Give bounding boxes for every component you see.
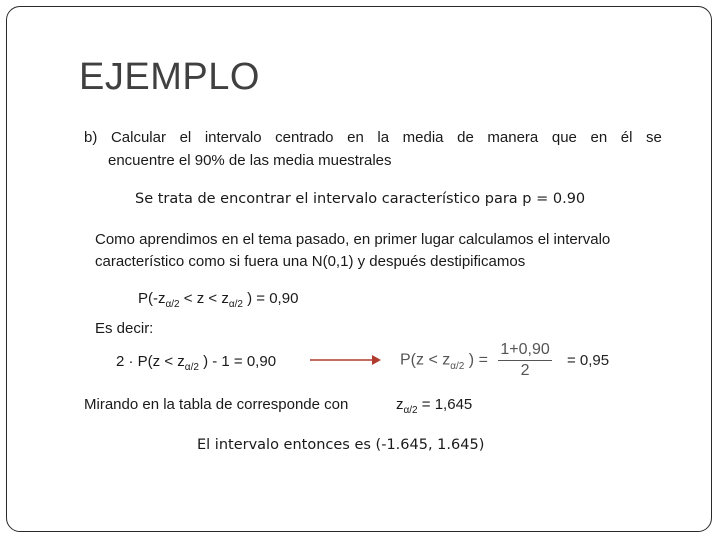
eq-part: z	[396, 396, 404, 413]
formula-result: = 0,95	[567, 352, 610, 369]
slide-title: EJEMPLO	[79, 56, 260, 98]
part-b-line1	[84, 126, 662, 149]
formula-lhs: P(z < z	[400, 351, 451, 369]
eq-part: 2 · P(z < z	[116, 353, 185, 370]
word: él	[620, 129, 633, 146]
conclusion-text: El intervalo entonces es (-1.645, 1.645)	[197, 437, 485, 453]
eq-part: P(-z	[138, 290, 166, 307]
word: media	[402, 129, 444, 146]
right-arrow-icon	[310, 352, 382, 368]
eq-part: = 1,645	[417, 396, 473, 413]
word: intervalo	[204, 129, 262, 146]
subscript: α/2	[165, 299, 180, 310]
word: se	[646, 129, 662, 146]
mirando-text: Mirando en la tabla de corresponde con	[84, 396, 349, 413]
word: de	[457, 129, 474, 146]
subscript: α/2	[403, 405, 418, 416]
part-b-label: b)	[84, 129, 98, 146]
trata-text: Se trata de encontrar el intervalo característico para p = 0.90	[135, 191, 586, 207]
fraction-formula	[400, 340, 552, 381]
part-b-line2: encuentre el 90% de las media muestrales	[108, 152, 392, 169]
eq-part: ) - 1 = 0,90	[198, 353, 277, 370]
equation-two	[116, 353, 277, 373]
eq-part: ) = 0,90	[242, 290, 299, 307]
fraction-denominator: 2	[520, 362, 530, 379]
subscript: α/2	[450, 360, 465, 372]
es-decir-label: Es decir:	[95, 320, 154, 337]
subscript: α/2	[228, 299, 243, 310]
word: el	[179, 129, 192, 146]
z-value	[396, 396, 473, 416]
probability-equation	[138, 290, 299, 310]
eq-part: < z < z	[179, 290, 229, 307]
word: centrado	[275, 129, 334, 146]
fraction-numerator: 1+0,90	[498, 340, 551, 361]
part-b-statement	[84, 126, 662, 172]
aprendimos-line2: característico como si fuera una N(0,1) y después destipificamos	[95, 253, 526, 270]
word: Calcular	[110, 129, 166, 146]
aprendimos-line1: Como aprendimos en el tema pasado, en primer lugar calculamos el intervalo	[95, 231, 611, 248]
formula-equals: ) =	[464, 351, 488, 369]
word: que	[551, 129, 577, 146]
word: la	[377, 129, 390, 146]
word: en	[347, 129, 364, 146]
word: manera	[487, 129, 539, 146]
fraction	[498, 340, 551, 381]
word: en	[590, 129, 608, 146]
subscript: α/2	[184, 362, 199, 373]
